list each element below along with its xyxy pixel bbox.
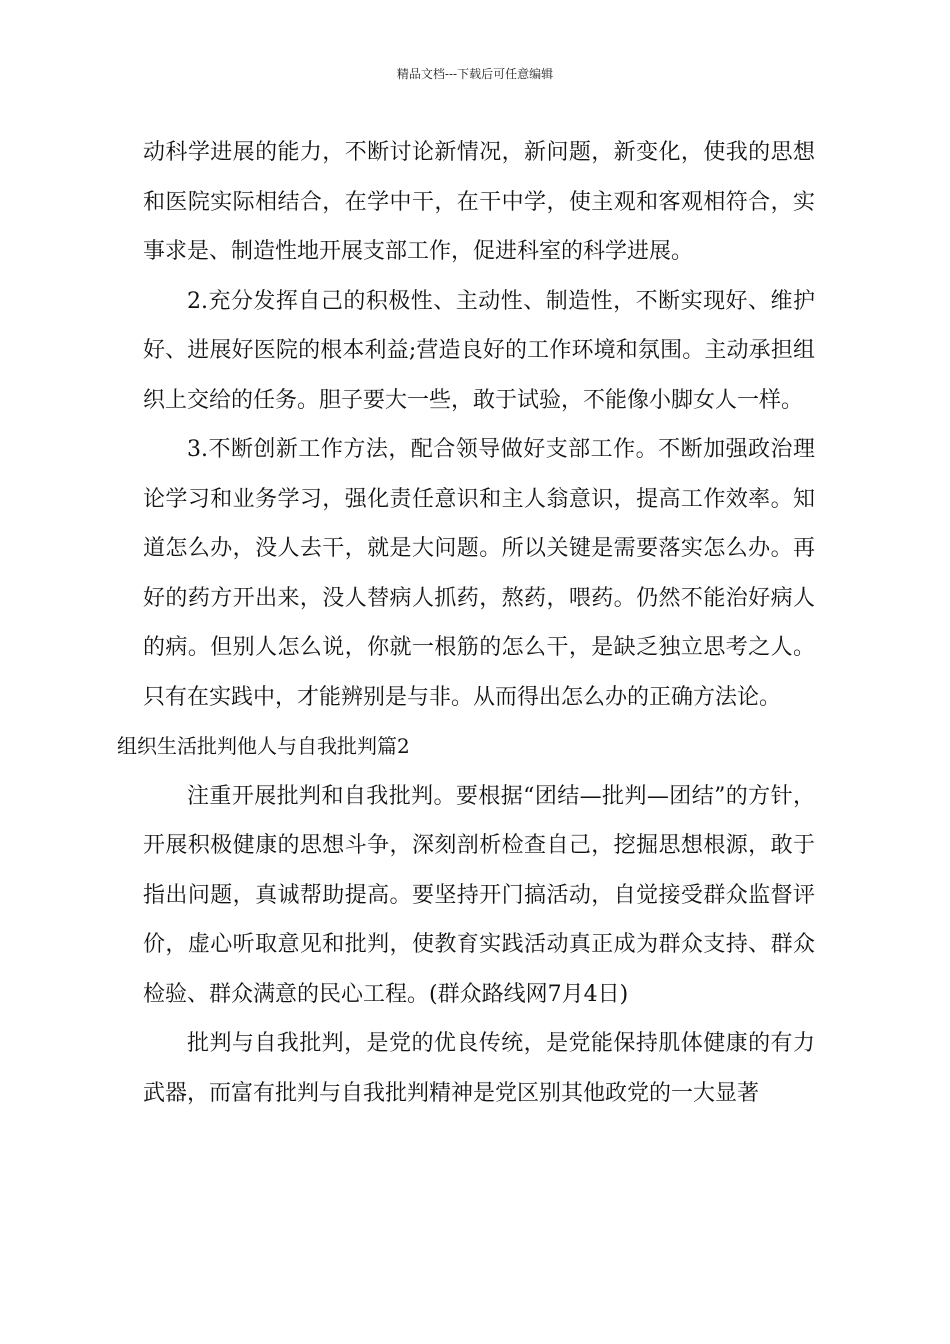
document-body xyxy=(117,128,815,1118)
page-header: 精品文档---下载后可任意编辑 xyxy=(396,67,554,81)
paragraph-tradition: 批判与自我批判，是党的优良传统，是党能保持肌体健康的有力武器，而富有批判与自我批判精神是党区别其他政党的一大显著 xyxy=(143,1031,815,1106)
paragraph-continuation: 动科学进展的能力，不断讨论新情况，新问题，新变化，使我的思想和医院实际相结合，在学中干，在干中学，使主观和客观相符合，实事求是、制造性地开展支部工作，促进科室的科学进展。 xyxy=(143,140,815,264)
paragraph-item-2: 2.充分发挥自己的积极性、主动性、制造性，不断实现好、维护好、进展好医院的根本利益;营造良好的工作环境和氛围。主动承担组织上交给的任务。胆子要大一些，敢于试验，不能像小脚女人一样。 xyxy=(143,288,815,413)
paragraph-item-3: 3.不断创新工作方法，配合领导做好支部工作。不断加强政治理论学习和业务学习，强化责任意识和主人翁意识，提高工作效率。知道怎么办，没人去干，就是大问题。所以关键是需要落实怎么办。再好的药方开出来，没人替病人抓药，熬药，喂药。仍然不能治好病人的病。但别人怎么说，你就一根筋的怎么干，是缺乏独立思考之人。只有在实践中，才能辨别是与非。从而得出怎么办的正确方法论。 xyxy=(143,437,815,710)
section-heading: 组织生活批判他人与自我批判篇2 xyxy=(117,734,410,758)
paragraph-criticism: 注重开展批判和自我批判。要根据“团结—批判—团结”的方针，开展积极健康的思想斗争，深刻剖析检查自己，挖掘思想根源，敢于指出问题，真诚帮助提高。要坚持开门搞活动，自觉接受群众监督评价，虚心听取意见和批判，使教育实践活动真正成为群众支持、群众检验、群众满意的民心工程。(群众路线网7月4日) xyxy=(143,783,815,1007)
